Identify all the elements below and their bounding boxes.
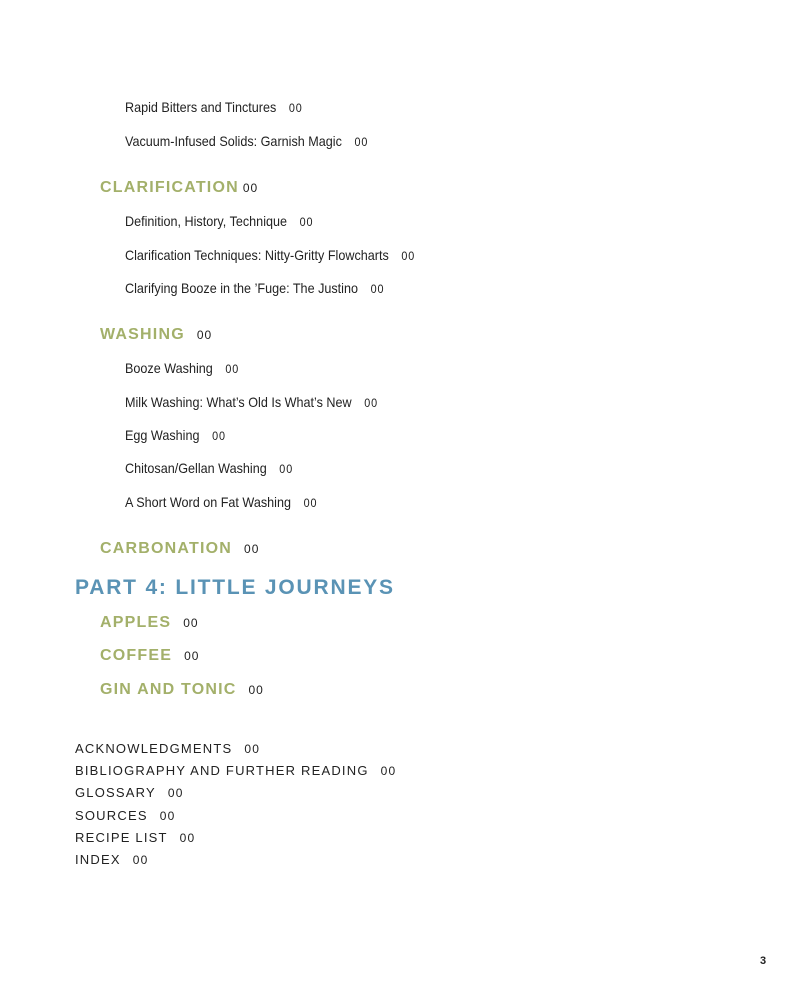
toc-section-heading [100, 615, 199, 631]
toc-page-number: 00 [370, 282, 385, 296]
toc-entry-title: Clarifying Booze in the ’Fuge: The Justino [125, 280, 359, 296]
toc-entry-title: Chitosan/Gellan Washing [125, 460, 267, 476]
toc-section-title: CARBONATION [100, 540, 233, 557]
page-number: 3 [760, 955, 767, 967]
toc-page-number: 00 [242, 181, 259, 195]
toc-entry [125, 214, 313, 228]
toc-part-title: PART 4: LITTLE JOURNEYS [75, 576, 395, 599]
toc-entry [125, 281, 384, 295]
toc-section-title: APPLES [100, 614, 172, 631]
toc-page-number: 00 [248, 683, 264, 697]
toc-entry-title: Definition, History, Technique [125, 213, 288, 229]
toc-entry [125, 395, 378, 409]
toc-section-heading [100, 648, 199, 664]
toc-page-number: 00 [299, 215, 314, 229]
toc-entry-title: Milk Washing: What’s Old Is What’s New [125, 394, 352, 410]
toc-entry [125, 361, 239, 375]
toc-page-number: 00 [401, 249, 416, 263]
toc-entry-title: Booze Washing [125, 360, 213, 376]
toc-page-number: 00 [303, 496, 318, 510]
toc-page-number: 00 [244, 542, 260, 556]
toc-entry-title: INDEX [75, 852, 121, 867]
toc-section-title: CLARIFICATION [100, 179, 239, 196]
toc-entry [125, 134, 368, 148]
toc-page-number: 00 [212, 429, 226, 443]
toc-page-number: 00 [380, 764, 397, 778]
toc-page-number: 00 [196, 328, 213, 342]
toc-part-heading [75, 577, 395, 598]
toc-section-heading [100, 541, 259, 557]
toc-entry-title: RECIPE LIST [75, 830, 168, 845]
toc-page-number: 00 [179, 831, 196, 845]
toc-section-heading [100, 327, 212, 343]
toc-back-matter-entry [75, 853, 148, 866]
toc-entry [125, 428, 226, 442]
toc-entry-title: Clarification Techniques: Nitty-Gritty Flowcharts [125, 247, 389, 263]
toc-back-matter-entry [75, 742, 260, 755]
toc-page-number: 00 [225, 362, 240, 376]
toc-page-number: 00 [159, 809, 176, 823]
toc-back-matter-entry [75, 764, 396, 777]
toc-entry-title: Egg Washing [125, 427, 200, 443]
toc-section-title: GIN AND TONIC [100, 681, 237, 698]
toc-page-number: 00 [354, 135, 369, 149]
toc-entry-title: ACKNOWLEDGMENTS [75, 741, 233, 756]
toc-entry [125, 461, 293, 475]
toc-back-matter-entry [75, 831, 195, 844]
toc-back-matter-entry [75, 786, 184, 799]
toc-entry-title: GLOSSARY [75, 785, 156, 800]
toc-section-heading [100, 180, 258, 196]
toc-entry-title: A Short Word on Fat Washing [125, 494, 291, 510]
toc-entry [125, 248, 415, 262]
toc-section-heading [100, 682, 264, 698]
toc-page-number: 00 [364, 396, 379, 410]
toc-entry [125, 100, 303, 114]
toc-entry-title: SOURCES [75, 808, 148, 823]
toc-section-title: WASHING [100, 326, 185, 343]
toc-page-number: 00 [132, 853, 149, 867]
toc-section-title: COFFEE [100, 647, 173, 664]
toc-entry-title: Rapid Bitters and Tinctures [125, 99, 277, 115]
toc-page-number: 00 [288, 101, 303, 115]
toc-page-number: 00 [244, 742, 261, 756]
toc-page-number: 00 [167, 786, 184, 800]
toc-page-number: 00 [279, 462, 294, 476]
toc-entry [125, 495, 317, 509]
toc-entry-title: Vacuum-Infused Solids: Garnish Magic [125, 133, 342, 149]
toc-page-number: 00 [184, 649, 200, 663]
toc-page-number: 00 [183, 616, 199, 630]
toc-entry-title: BIBLIOGRAPHY AND FURTHER READING [75, 763, 369, 778]
toc-back-matter-entry [75, 809, 175, 822]
